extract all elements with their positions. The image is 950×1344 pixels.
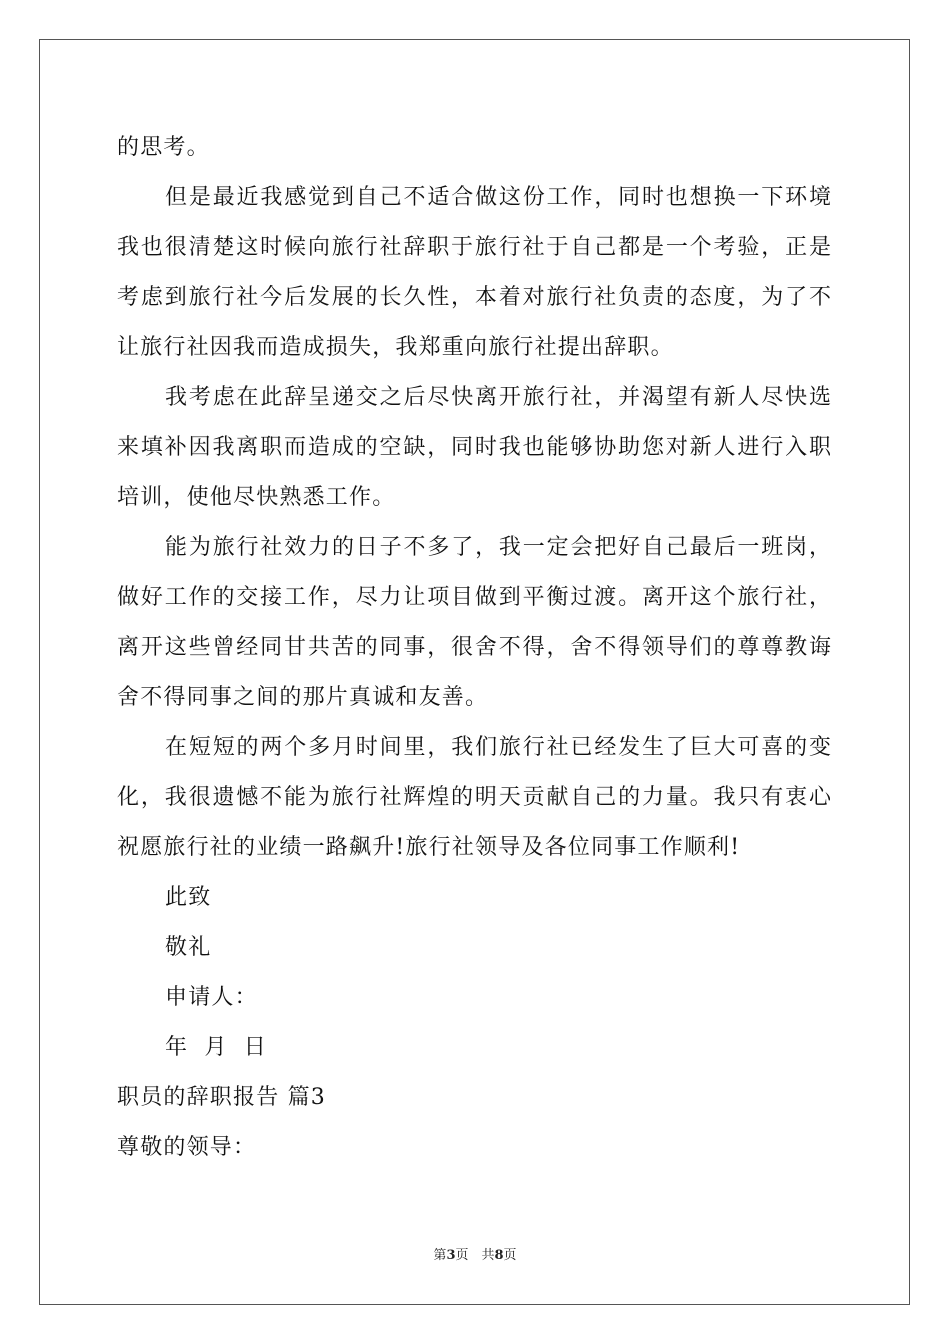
page-frame xyxy=(39,39,910,1305)
page-prefix: 第 xyxy=(433,1248,447,1263)
text-line: 舍不得同事之间的那片真诚和友善。 xyxy=(117,685,489,710)
closing-regards: 敬礼 xyxy=(165,935,212,960)
text-line: 离开这些曾经同甘共苦的同事，很舍不得，舍不得领导们的尊尊教诲 xyxy=(117,635,831,660)
page-footer xyxy=(0,1248,950,1264)
paragraph-start-line: 能为旅行社效力的日子不多了，我一定会把好自己最后一班岗， xyxy=(165,535,831,560)
text-line: 祝愿旅行社的业绩一路飙升!旅行社领导及各位同事工作顺利! xyxy=(117,835,741,860)
text-line: 让旅行社因我而造成损失，我郑重向旅行社提出辞职。 xyxy=(117,335,674,360)
text-line: 来填补因我离职而造成的空缺，同时我也能够协助您对新人进行入职 xyxy=(117,435,831,460)
page-mid: 页 共 xyxy=(455,1248,495,1263)
section-heading: 职员的辞职报告 篇3 xyxy=(117,1085,326,1110)
text-line: 我也很清楚这时候向旅行社辞职于旅行社于自己都是一个考验，正是 xyxy=(117,235,831,260)
applicant-label: 申请人： xyxy=(165,985,258,1010)
page-suffix: 页 xyxy=(503,1248,517,1263)
text-line: 考虑到旅行社今后发展的长久性，本着对旅行社负责的态度，为了不 xyxy=(117,285,831,310)
paragraph-start-line: 但是最近我感觉到自己不适合做这份工作，同时也想换一下环境 xyxy=(165,185,831,210)
greeting-line: 尊敬的领导： xyxy=(117,1135,257,1160)
total-pages-number: 8 xyxy=(494,1248,504,1263)
text-line: 化，我很遗憾不能为旅行社辉煌的明天贡献自己的力量。我只有衷心 xyxy=(117,785,831,810)
text-line: 做好工作的交接工作，尽力让项目做到平衡过渡。离开这个旅行社， xyxy=(117,585,831,610)
paragraph-start-line: 我考虑在此辞呈递交之后尽快离开旅行社，并渴望有新人尽快选 xyxy=(165,385,831,410)
text-line: 培训，使他尽快熟悉工作。 xyxy=(117,485,396,510)
paragraph-start-line: 在短短的两个多月时间里，我们旅行社已经发生了巨大可喜的变 xyxy=(165,735,831,760)
text-line: 的思考。 xyxy=(117,135,210,160)
closing-salutation: 此致 xyxy=(165,885,212,910)
date-line: 年 月 日 xyxy=(165,1035,267,1060)
current-page-number: 3 xyxy=(446,1248,456,1263)
